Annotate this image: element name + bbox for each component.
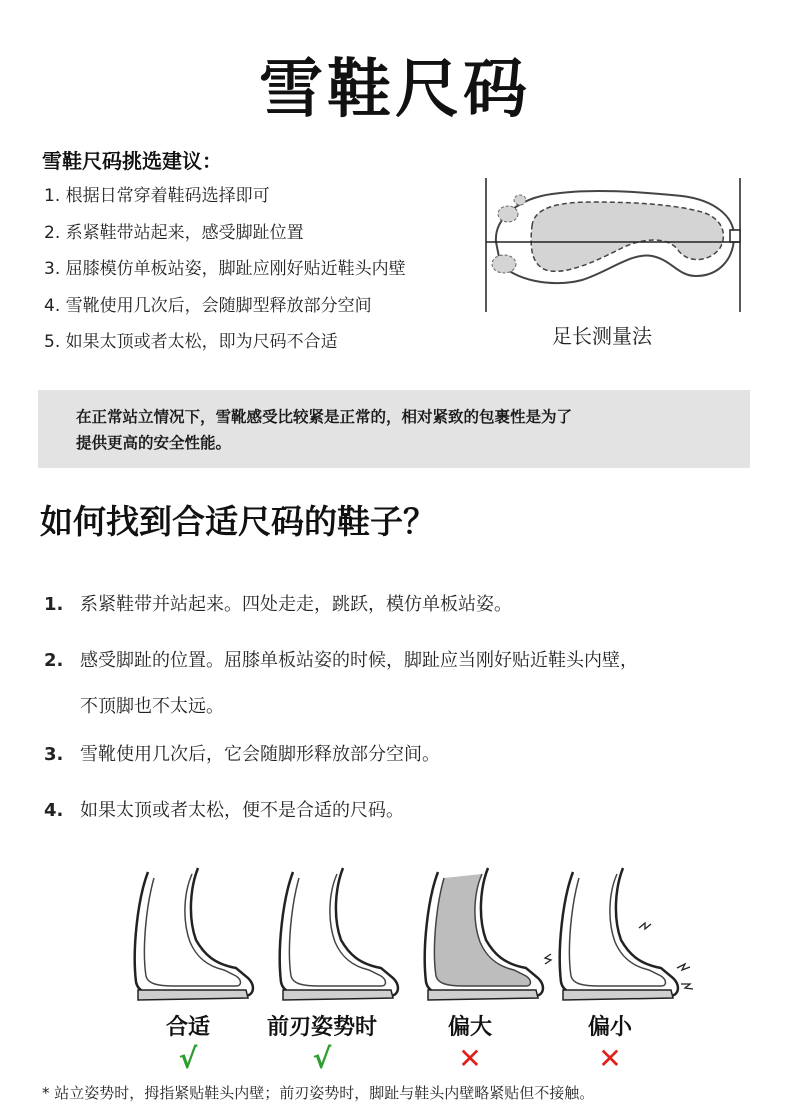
- boot-illustration-too-big: [425, 868, 543, 1000]
- step-text: 系紧鞋带并站起来。四处走走，跳跃，模仿单板站姿。: [80, 594, 512, 615]
- step-number: 1.: [44, 594, 64, 615]
- step-text: 感受脚趾的位置。屈膝单板站姿的时候，脚趾应当刚好贴近鞋头内壁，: [80, 650, 638, 671]
- boot-fit-illustrations: [118, 858, 698, 1008]
- section-title: 如何找到合适尺码的鞋子？: [40, 502, 436, 541]
- check-icon: √: [312, 1042, 332, 1075]
- notice-line: 提供更高的安全性能。: [76, 434, 232, 452]
- fit-label: 前刃姿势时: [266, 1015, 377, 1040]
- page-title: 雪鞋尺码: [259, 53, 531, 127]
- foot-measurement-diagram: [482, 176, 744, 316]
- tips-heading: 雪鞋尺码挑选建议：: [42, 149, 222, 173]
- notice-line: 在正常站立情况下，雪靴感受比较紧是正常的，相对紧致的包裹性是为了: [76, 408, 573, 426]
- boot-illustration-fit: [135, 868, 253, 1000]
- step-text: 不顶脚也不太远。: [80, 696, 224, 717]
- step-number: 4.: [44, 800, 64, 821]
- step-text: 如果太顶或者太松，便不是合适的尺码。: [80, 800, 404, 821]
- cross-icon: ✕: [598, 1042, 622, 1075]
- boot-illustration-too-small: [545, 868, 693, 1000]
- fit-label: 偏小: [587, 1015, 632, 1040]
- step-text: 雪靴使用几次后，它会随脚形释放部分空间。: [80, 744, 440, 765]
- tip-item: 5. 如果太顶或者太松，即为尺码不合适: [44, 332, 338, 353]
- cross-icon: ✕: [458, 1042, 482, 1075]
- check-icon: √: [178, 1042, 198, 1075]
- step-number: 3.: [44, 744, 64, 765]
- foot-diagram-caption: 足长测量法: [552, 324, 652, 348]
- tips-list: [44, 186, 406, 369]
- footnote: * 站立姿势时，拇指紧贴鞋头内壁；前刃姿势时，脚趾与鞋头内壁略紧贴但不接触。: [42, 1084, 595, 1102]
- step-number: 2.: [44, 650, 64, 671]
- tip-item: 4. 雪靴使用几次后，会随脚型释放部分空间: [44, 295, 372, 316]
- tip-item: 1. 根据日常穿着鞋码选择即可: [44, 186, 270, 206]
- tip-item: 3. 屈膝模仿单板站姿，脚趾应刚好贴近鞋头内壁: [44, 259, 406, 280]
- tip-item: 2. 系紧鞋带站起来，感受脚趾位置: [44, 222, 304, 243]
- notice-box: [38, 390, 750, 468]
- fit-label: 合适: [165, 1015, 210, 1040]
- boot-illustration-toe-edge: [280, 868, 398, 1000]
- fit-label: 偏大: [447, 1015, 492, 1040]
